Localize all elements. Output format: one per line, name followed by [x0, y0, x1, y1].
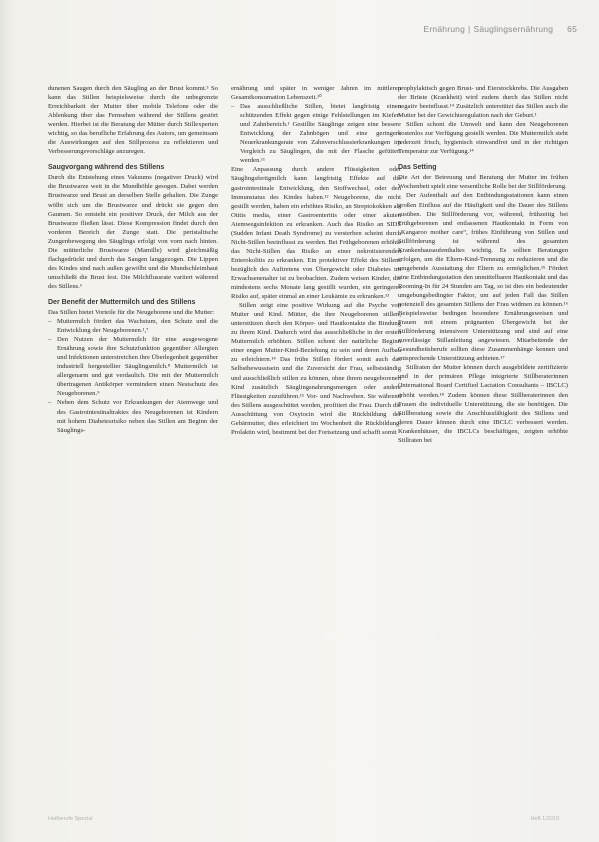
paragraph: Das Stillen bietet Vorteile für die Neugeborene und die Mutter:	[48, 308, 215, 316]
list-item: – Den Nutzen der Muttermilch für eine ausgewogene Ernährung sowie ihre Schutzfunktion gegenüber Allergien und Infektionen unterstreichen ihre Überlegenheit gegenüber industriell hergestellter Säuglingsmilch.⁸ Muttermilch ist allergenarm und gut verdaulich. Die mit der Muttermilch übertragenen Antikörper vermindern einen Nestschutz des Neugeborenen.⁹	[48, 335, 218, 398]
paragraph: Stillen zeigt eine positive Wirkung auf die Psyche von Mutter und Kind. Mütter, die ihre Neugeborenen stillen, unterstützen durch den Körper- und Hautkontakte die Bindung zu ihrem Kind. Dadurch wird das ausschließliche in der ersten Muttermilch erhöhten. Stillen schont der natürliche Beginn einer engen Mutter-Kind-Beziehung zu sein und deren Aufbau zu erleichtern.¹⁴ Das frühe Stillen fördert somit auch das Selbstbewusstsein und die Zuversicht der Frau, selbstständig und ausschließlich stillen zu können, ohne ihrem neugeborenen Kind zusätzlich Säuglingsnahrungsmengen oder andere Flüssigkeiten zuzuführen.¹⁵ Vor- und Nachwehen. Sie während des Stillens ausgeschüttet werden, profitiert die Frau. Durch die Ausschüttung von Oxytocin wird die Rückbildung der Gebärmutter, dies erleichtert im Wochenbett die Rückbildung. Prolaktin wird, bestimmt bei der Fortsetzung und schafft somit	[231, 302, 401, 436]
benefit-list	[48, 317, 218, 435]
page-number: 65	[567, 24, 577, 34]
paragraph: ernährung und später in weniger Jahren im mittleren Gesamtkonsumation Lebenszeit.¹⁰	[231, 85, 401, 102]
running-header	[424, 24, 577, 34]
paragraph: Stillen schont die Umwelt und kann den Neugeborenen kostenlos zur Verfügung gestellt werden. Die Muttermilch steht jederzeit frisch, hygienisch einwandfrei und in der richtigen Temperatur zur Verfügung.¹⁴	[398, 121, 568, 156]
paragraph: prophylaktisch gegen Brust- und Eierstockkrebs. Die Ausgaben der Brüste (Krankheit) wird zudem durch das Stillen nicht negativ beeinflusst.¹⁴ Zusätzlich unterstützt das Stillen auch die Mutter bei der Gewichtsregulation nach der Geburt.¹	[398, 85, 568, 120]
list-item: – Muttermilch fördert das Wachstum, den Schutz und die Entwicklung der Neugeborenen.¹,⁷	[48, 317, 218, 335]
paragraph: Der Aufenthalt auf den Entbindungsstationen kann einen großen Einfluss auf die Häufigkeit und die Dauer des Stillens ausüben. Die Stillförderung vor, während, frühzeitig bei Frühgeborenen und entlassenen Hautkontakt in Form von „Kangaroo mother care“, frühes Einführung von Stillen und Stillförderung ist während des gesamten Krankenhausaufenthaltes wichtig. Es sollten Beratungen erfolgen, um die Eltern-Kind-Trennung zu reduzieren und die umgebende Ausstattung der Eltern zu ermöglichen.¹⁵ Fördert eine Entbindungsstation den unmittelbaren Hautkontakt und das Rooming-In für 24 Stunden am Tag, so ist dies ein bedeutender umgebungsbedingter Faktor, um auf jeden Fall das Stillen potenziell des gesamten Stillens der Frau widmen zu können.¹⁶ Beispielsweise bedingen besondere Ernährungsweisen und Frauen mit einem prägnanten Übergewicht bei der Stillförderung intensivere Unterstützung und sind auf eine zuverlässige Stillanleitung angewiesen. Mitarbeitende der Gesundheitsberufe sollten diese Zusammenhänge kennen und entsprechende Unterstützung anbieten.¹⁷	[398, 192, 568, 363]
text-column-1	[48, 84, 218, 435]
header-section: Ernährung	[423, 24, 466, 34]
section-heading: Das Setting	[398, 164, 437, 172]
section-heading: Saugvorgang während des Stillens	[48, 164, 165, 172]
paragraph: Die Art der Betreuung und Beratung der Mutter im frühen Wochenbett spielt eine wesentliche Rolle bei der Stillförderung.	[398, 174, 568, 191]
text-column-3	[398, 84, 568, 445]
benefit-list	[231, 102, 401, 165]
list-item: – Neben dem Schutz vor Erkrankungen der Atemwege und des Gastrointestinaltraktes des Neugeborenen ist Kindern mit hohem Diabetesrisiko neben das Stillen am Beginn der Säuglings-	[48, 398, 218, 434]
footer-publication: Heilberufe Spezial	[48, 816, 93, 822]
paragraph: Durch die Entstehung eines Vakuums (negativer Druck) wird die Brustwarze weit in die Mundhöhle gesogen. Dabei werden Brustwarze und Brust an derselben Stelle gehalten. Die Zunge wölbt sich um die Brustwarze und drückt sie gegen den Gaumen. So entsteht ein positiver Druck, der Milch aus der Brustwarze fließen lässt. Diese Kompression findet durch den vorderen Bereich der Zunge statt. Die peristaltische Zungenbewegung des Säuglings erfolgt von vorn nach hinten. Die mütterliche Brustwarze (Mamille) wird gleichmäßig flachgedrückt und durch das Saugen langgezogen. Die Lippen des Kindes sind nach außen gewölbt und die Mundschleimhaut umschließt die Brust fest. Die Milchflussrate variiert während des Stillens.⁶	[48, 174, 218, 290]
header-separator: |	[468, 24, 471, 34]
text-column-2	[231, 84, 401, 437]
paragraph: Stillraten der Mutter können durch ausgebildete zertifizierte und in der primären Pflege integrierte Stillberaterinnen (International Board Certified Lactation Consultants – IBCLC) erhöht werden.¹⁸ Zudem können diese Stillberaterinnen den Frauen die individuelle Unterstützung, die sie benötigen. Die Stillberatung sowie die Anschlussfähigkeit des Stillens und deren Dauer können durch eine IBCLC verbessert werden. Krankenhäuser, die IBCLCs beschäftigen, zeigten erhöhte Stillraten bei	[398, 364, 568, 444]
header-topic: Säuglingsernährung	[473, 24, 554, 34]
section-heading: Der Benefit der Muttermilch und des Stillens	[48, 298, 196, 306]
paragraph: dunenen Saugen durch den Säugling an der Brust kommt.⁵ So kann das Stillen beispielsweise durch die unbegrenzte Erreichbarkeit der Mutter über mobile Telefone oder die Ablenkung über das Fernsehen während der Stillens gestört werden. Hierbei ist die Beratung der Mütter durch Stillexperten wichtig, so das berufliche Erfahrung des Autors, um gemeinsam die Auswirkungen auf den Stillprozess zu reflektieren und Verbesserungsvorschläge anzuregen.	[48, 85, 218, 156]
list-item: – Das ausschließliche Stillen, bietet langfristig einen schützenden Effekt gegen einige Fehlstellungen im Kiefer- und Zahnbereich.¹ Gestillte Säuglinge zeigen eine bessere Entwicklung der Zahnbögen und eine geringere Neuerkrankungsrate von Zahnverschlussierkrankungen im Vergleich zu Säuglingen, die mit der Flasche gefüttert werden.¹¹	[231, 102, 401, 165]
paragraph: Eine Anpassung durch andere Flüssigkeiten oder Säuglingsfertigmilch kann langfristig Effekte auf die gastrointestinale Entwicklung, den Stoffwechsel, oder den Immunstatus des Kindes haben.¹² Neugeborene, die nicht gestillt werden, haben ein erhöhtes Risiko, an Streptokokken als Otitis media, einer Gastroenteritis oder einer akuten Atemwegsinfektion zu erkranken. Auch das Risiko an SIDS (Sudden Infant Death Syndrome) zu versterben scheint durch Nicht-Stillen beeinflusst zu werden. Bei Frühgeborenen erhöhte das Nicht-Stillen das Risiko an einer nekrotisierenden Enterokolitis zu erkranken. Ein protektiver Effekt des Stillens bezüglich des Auftretens von Übergewicht oder Diabetes im Erwachsenenalter ist zu beobachten. Zudem weisen Kinder, die mindestens sechs Monate lang gestillt wurden, ein geringeres Risiko auf, später einmal an einer Leukämie zu erkranken.¹³	[231, 166, 401, 301]
footer-issue: Heft 1/2019	[530, 816, 559, 822]
